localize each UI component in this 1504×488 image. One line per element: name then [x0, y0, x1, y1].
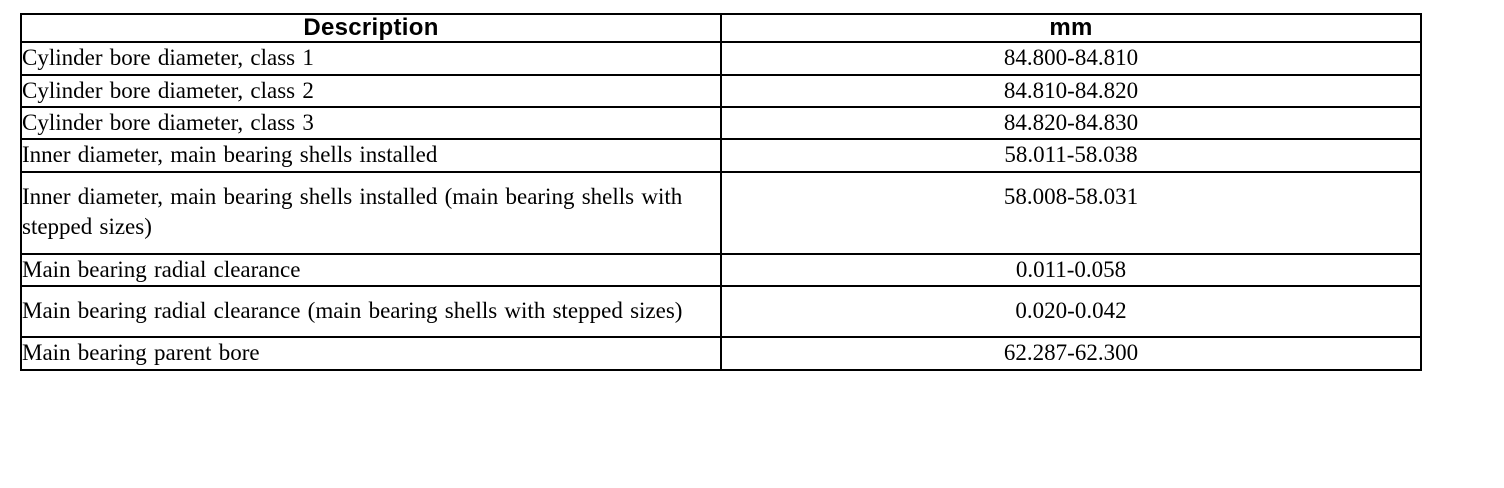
- cell-mm: 0.020-0.042: [721, 286, 1421, 337]
- cell-description: Main bearing radial clearance (main bearing shells with stepped sizes): [21, 286, 721, 337]
- cell-mm: 58.008-58.031: [721, 172, 1421, 254]
- table-row: [21, 42, 1421, 74]
- engine-specifications-table: [20, 13, 1422, 371]
- cell-description: Main bearing parent bore: [21, 337, 721, 369]
- cell-mm: 62.287-62.300: [721, 337, 1421, 369]
- cell-description: Inner diameter, main bearing shells installed (main bearing shells with stepped sizes): [21, 172, 721, 254]
- table-row: [21, 172, 1421, 254]
- cell-description: Inner diameter, main bearing shells installed: [21, 139, 721, 171]
- cell-mm: 84.810-84.820: [721, 75, 1421, 107]
- table-row: [21, 286, 1421, 337]
- table-header-row: [21, 14, 1421, 42]
- table-row: [21, 337, 1421, 369]
- cell-mm: 84.800-84.810: [721, 42, 1421, 74]
- column-header-mm: mm: [721, 14, 1421, 42]
- table-row: [21, 75, 1421, 107]
- cell-mm: 84.820-84.830: [721, 107, 1421, 139]
- cell-description: Main bearing radial clearance: [21, 254, 721, 286]
- cell-mm: 58.011-58.038: [721, 139, 1421, 171]
- table-row: [21, 139, 1421, 171]
- table-body: [21, 42, 1421, 369]
- cell-description: Cylinder bore diameter, class 3: [21, 107, 721, 139]
- cell-description: Cylinder bore diameter, class 1: [21, 42, 721, 74]
- table-row: [21, 107, 1421, 139]
- table-row: [21, 254, 1421, 286]
- cell-mm: 0.011-0.058: [721, 254, 1421, 286]
- column-header-description: Description: [21, 14, 721, 42]
- table-header: [21, 14, 1421, 42]
- cell-description: Cylinder bore diameter, class 2: [21, 75, 721, 107]
